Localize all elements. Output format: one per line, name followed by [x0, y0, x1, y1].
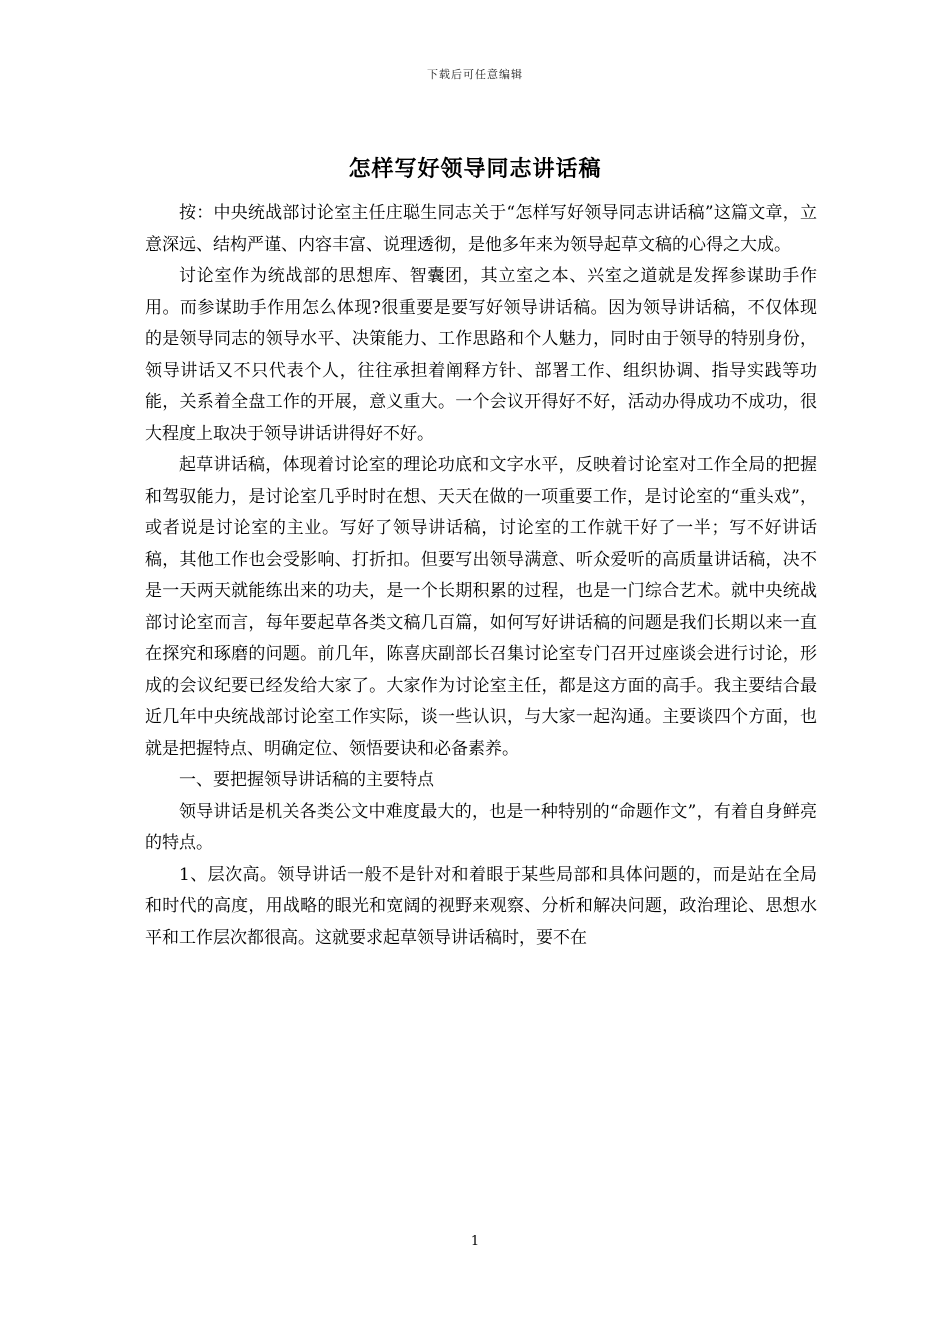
section-heading-1: 一、要把握领导讲话稿的主要特点: [179, 770, 434, 790]
page-number: 1: [470, 1234, 480, 1249]
paragraph-high-level: 1、层次高。领导讲话一般不是针对和着眼于某些局部和具体问题的，而是站在全局和时代的高度，用战略的眼光和宽阔的视野来观察、分析和解决问题，政治理论、思想水平和工作层次都很高。这就要求起草领导讲话稿时，要不在: [145, 864, 817, 948]
document-title: 怎样写好领导同志讲话稿: [348, 156, 602, 182]
paragraph-drafting: 起草讲话稿，体现着讨论室的理论功底和文字水平，反映着讨论室对工作全局的把握和驾驭能力，是讨论室几乎时时在想、天天在做的一项重要工作，是讨论室的“重头戏”，或者说是讨论室的主业。写好了领导讲话稿，讨论室的工作就干好了一半；写不好讲话稿，其他工作也会受影响、打折扣。但要写出领导满意、听众爱听的高质量讲话稿，决不是一天两天就能练出来的功夫，是一个长期积累的过程，也是一门综合艺术。就中央统战部讨论室而言，每年要起草各类文稿几百篇，如何写好讲话稿的问题是我们长期以来一直在探究和琢磨的问题。前几年，陈喜庆副部长召集讨论室专门召开过座谈会进行讨论，形成的会议纪要已经发给大家了。大家作为讨论室主任，都是这方面的高手。我主要结合最近几年中央统战部讨论室工作实际，谈一些认识，与大家一起沟通。主要谈四个方面，也就是把握特点、明确定位、领悟要诀和必备素养。: [145, 455, 817, 759]
paragraph-preface: 按：中央统战部讨论室主任庄聪生同志关于“怎样写好领导同志讲话稿”这篇文章，立意深远、结构严谨、内容丰富、说理透彻，是他多年来为领导起草文稿的心得之大成。: [145, 203, 817, 255]
paragraph-role: 讨论室作为统战部的思想库、智囊团，其立室之本、兴室之道就是发挥参谋助手作用。而参谋助手作用怎么体现?很重要是要写好领导讲话稿。因为领导讲话稿，不仅体现的是领导同志的领导水平、决策能力、工作思路和个人魅力，同时由于领导的特别身份，领导讲话又不只代表个人，往往承担着阐释方针、部署工作、组织协调、指导实践等功能，关系着全盘工作的开展，意义重大。一个会议开得好不好，活动办得成功不成功，很大程度上取决于领导讲话讲得好不好。: [145, 266, 817, 444]
paragraph-characteristics: 领导讲话是机关各类公文中难度最大的，也是一种特别的“命题作文”，有着自身鲜亮的特点。: [145, 801, 817, 853]
document-body: [145, 198, 817, 954]
page-header-note: 下载后可任意编辑: [427, 68, 523, 81]
